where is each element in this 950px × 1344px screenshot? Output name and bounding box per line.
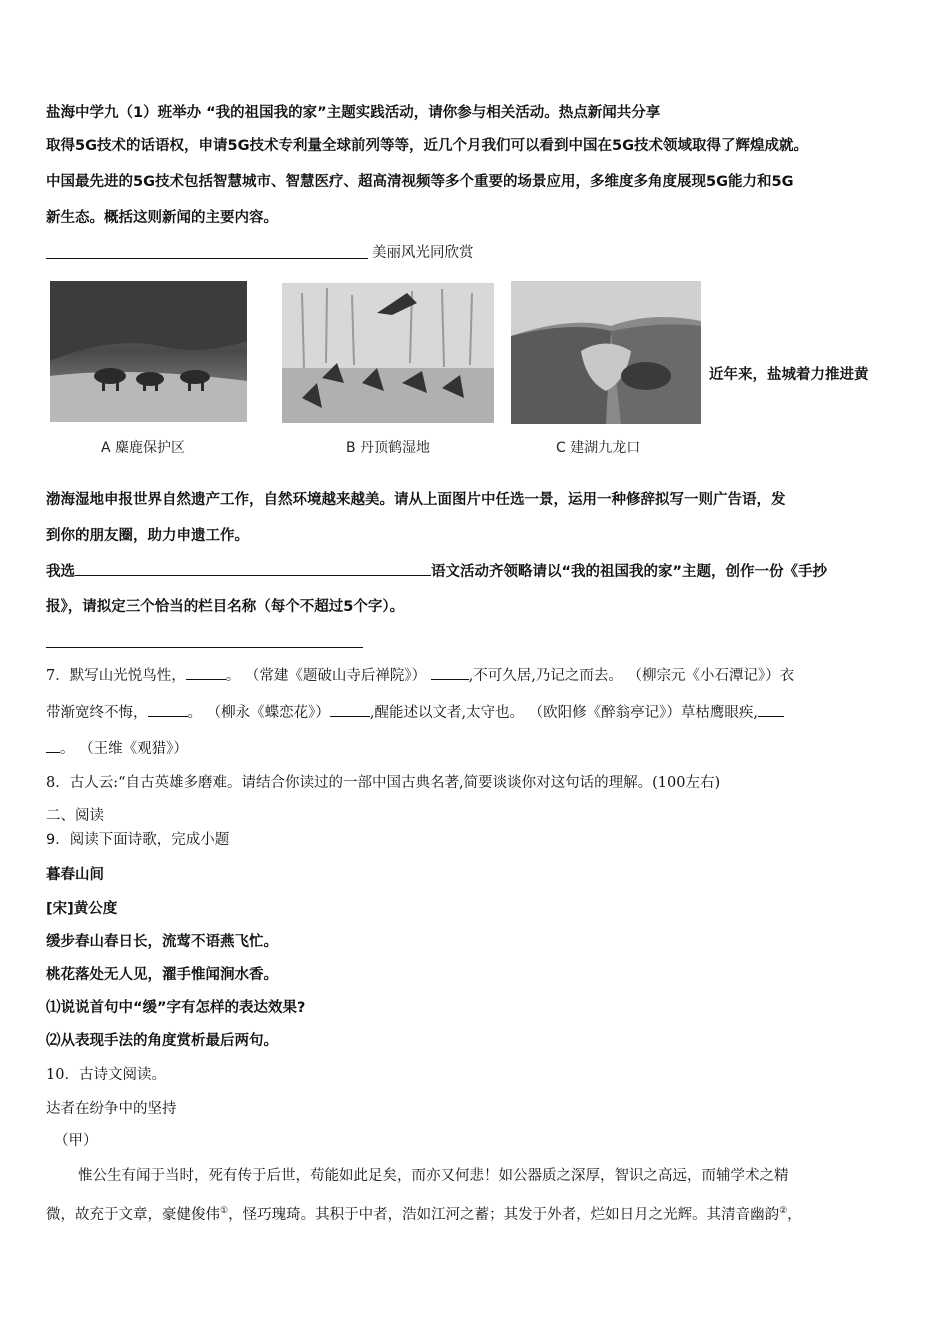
intro-line-3: 中国最先进的5G技术包括智慧城市、智慧医疗、超高清视频等多个重要的场景应用，多维度多角度展现5G能力和5G xyxy=(46,174,794,190)
answer-blank-q7-4[interactable] xyxy=(330,702,370,717)
poem-author: [宋]黄公度 xyxy=(46,901,118,917)
intro-line-4: 新生态。概括这则新闻的主要内容。 xyxy=(46,210,278,226)
ad-task-line-1: 渤海湿地申报世界自然遗产工作，自然环境越来越美。请从上面图片中任选一景，运用一种修辞拟写一则广告语，发 xyxy=(46,492,786,508)
answer-blank-columns[interactable] xyxy=(46,647,363,648)
section-heading-scenery: 美丽风光同欣赏 xyxy=(372,245,474,261)
ad-task-line-2: 到你的朋友圈，助力申遗工作。 xyxy=(46,528,249,544)
caption-c: C 建湖九龙口 xyxy=(556,440,641,456)
photo-jiulongkou xyxy=(511,281,701,424)
ad-task-line-4: 报》，请拟定三个恰当的栏目名称（每个不超过5个字）。 xyxy=(46,599,405,615)
q7-line-1: 7．默写山光悦鸟性， 。 （常建《题破山寺后禅院》） ,不可久居,乃记之而去。 （柳宗元《小石潭记》）衣 xyxy=(46,665,910,686)
answer-blank-q7-5a[interactable] xyxy=(758,702,784,717)
side-text: 近年来，盐城着力推进黄 xyxy=(709,367,869,383)
answer-blank-q7-5b[interactable] xyxy=(46,738,60,753)
q9-sub-1: ⑴说说首句中“缓”字有怎样的表达效果? xyxy=(46,1000,306,1016)
caption-a: A 麋鹿保护区 xyxy=(101,440,186,456)
q10-subtitle: 达者在纷争中的坚持 xyxy=(46,1101,177,1117)
footnote-1: ① xyxy=(220,1206,229,1216)
footnote-2: ② xyxy=(779,1206,788,1216)
intro-line-1: 盐海中学九（1）班举办 “我的祖国我的家”主题实践活动，请你参与相关活动。热点新闻共分享 xyxy=(46,105,661,121)
ad-task-suffix: 语文活动齐领略请以“我的祖国我的家”主题，创作一份《手抄 xyxy=(431,564,828,580)
photo-elk-reserve xyxy=(50,281,247,422)
answer-blank-q7-2[interactable] xyxy=(431,665,469,680)
q9-sub-2: ⑵从表现手法的角度赏析最后两句。 xyxy=(46,1033,278,1049)
poem-title: 暮春山间 xyxy=(46,867,104,883)
caption-b: B 丹顶鹤湿地 xyxy=(346,440,431,456)
q10-part-jia: （甲） xyxy=(54,1133,98,1149)
q10-para-1: 惟公生有闻于当时，死有传于后世，苟能如此足矣，而亦又何悲！如公器质之深厚，智识之高远，而辅学术之精 xyxy=(78,1168,789,1184)
q10-prompt: 10．古诗文阅读。 xyxy=(46,1067,166,1083)
ad-task-prefix: 我选 xyxy=(46,564,75,580)
q8: 8．古人云:“自古英雄多磨难。请结合你读过的一部中国古典名著,简要谈谈你对这句话的理解。(100左右) xyxy=(46,775,721,791)
ad-task-line-3 xyxy=(46,561,910,582)
q10-para-2: 微，故充于文章，豪健俊伟①，怪巧瑰琦。其积于中者，浩如江河之蓄；其发于外者，烂如日月之光辉。其清音幽韵②， xyxy=(46,1206,802,1223)
answer-blank-choice[interactable] xyxy=(75,561,431,576)
q9-prompt: 9．阅读下面诗歌，完成小题 xyxy=(46,832,230,848)
poem-verse-1: 缓步春山春日长，流莺不语燕飞忙。 xyxy=(46,934,278,950)
answer-blank-q7-1[interactable] xyxy=(186,665,226,680)
section-2-heading: 二、阅读 xyxy=(46,808,104,824)
answer-blank-summary[interactable] xyxy=(46,258,368,259)
answer-blank-q7-3[interactable] xyxy=(148,702,188,717)
photo-crane-wetland xyxy=(282,283,494,423)
intro-line-2: 取得5G技术的话语权，申请5G技术专利量全球前列等等，近几个月我们可以看到中国在5G技术领域取得了辉煌成就。 xyxy=(46,138,808,154)
poem-verse-2: 桃花落处无人见，濯手惟闻涧水香。 xyxy=(46,967,278,983)
q7-line-2: 带渐宽终不悔， 。 （柳永《蝶恋花》） ,醒能述以文者,太守也。 （欧阳修《醉翁亭记》）草枯鹰眼疾, xyxy=(46,702,910,723)
q7-line-3: 。 （王维《观猎》） xyxy=(46,738,910,759)
